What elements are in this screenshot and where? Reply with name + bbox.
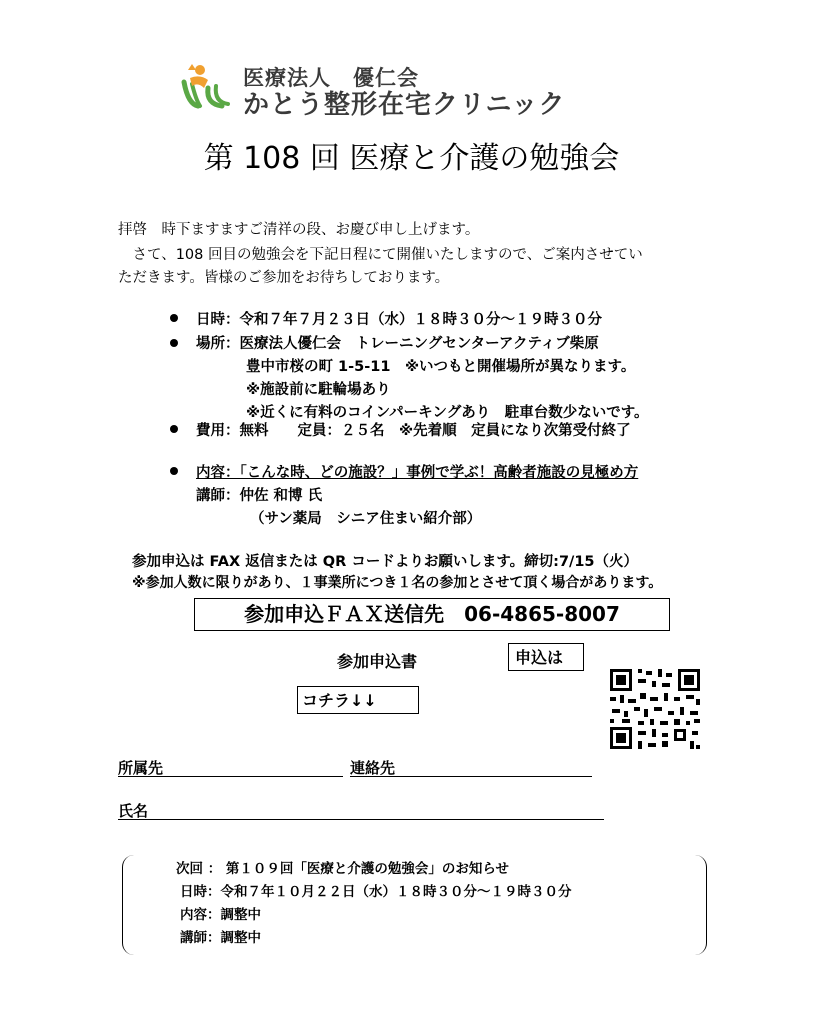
bullet-icon (170, 467, 178, 475)
application-note: ※参加人数に限りがあり、１事業所につき１名の参加とさせて頂く場合があります。 (132, 575, 663, 591)
parking-note-2: ※近くに有料のコインパーキングあり 駐車台数少ないです。 (246, 405, 649, 421)
event-place: 場所：医療法人優仁会 トレーニングセンターアクティブ柴原 (196, 336, 599, 352)
greeting-line-3: ただきます。皆様のご参加をお待ちしております。 (118, 270, 450, 286)
next-session-date: 日時：令和７年１０月２２日（水）１８時３０分～１９時３０分 (180, 884, 572, 900)
page-title: 第 108 回 医療と介護の勉強会 (203, 141, 620, 176)
next-box-left-bracket (122, 855, 135, 955)
bullet-icon (170, 425, 178, 433)
next-session-lecturer: 講師：調整中 (180, 930, 261, 946)
form-title: 参加申込書 (337, 652, 418, 671)
affiliation-field[interactable] (118, 776, 343, 777)
bullet-icon (170, 339, 178, 347)
affiliation-label: 所属先 (118, 759, 164, 777)
next-session-content: 内容：調整中 (180, 907, 261, 923)
fax-number-box: 参加申込ＦＡＸ送信先 06-4865-8007 (194, 598, 670, 631)
name-field[interactable] (118, 819, 604, 820)
qr-code-icon[interactable] (608, 667, 702, 751)
greeting-line-1: 拝啓 時下ますますご清祥の段、お慶び申し上げます。 (118, 222, 480, 238)
event-fee: 費用：無料 定員：２５名 ※先着順 定員になり次第受付終了 (196, 423, 631, 439)
event-lecturer: 講師：仲佐 和博 氏 (196, 488, 323, 504)
org-name: 医療法人 優仁会 (243, 66, 419, 90)
name-label: 氏名 (118, 802, 149, 820)
event-date: 日時：令和７年７月２３日（水）１８時３０分～１９時３０分 (196, 312, 602, 328)
event-content: 内容：「こんな時、どの施設？」事例で学ぶ！高齢者施設の見極め方 (196, 465, 639, 481)
lecturer-affiliation: （サン薬局 シニア住まい紹介部） (250, 511, 482, 527)
event-address: 豊中市桜の町 1-5-11 ※いつもと開催場所が異なります。 (246, 359, 636, 375)
apply-here-box: 申込は (508, 643, 584, 671)
clinic-logo-icon (178, 60, 238, 110)
contact-label: 連絡先 (350, 759, 396, 777)
contact-field[interactable] (350, 776, 592, 777)
application-info: 参加申込は FAX 返信または QR コードよりお願いします。締切:7/15（火） (132, 554, 639, 570)
next-box-right-bracket (694, 855, 707, 955)
clinic-name: かとう整形在宅クリニック (243, 90, 566, 120)
here-arrow-box: コチラ↓↓ (297, 686, 419, 714)
greeting-line-2: さて、108 回目の勉強会を下記日程にて開催いたしますので、ご案内させてい (118, 247, 643, 263)
next-session-title: 次回 ： 第１０９回「医療と介護の勉強会」のお知らせ (176, 861, 509, 877)
bullet-icon (170, 314, 178, 322)
parking-note-1: ※施設前に駐輪場あり (246, 382, 391, 398)
